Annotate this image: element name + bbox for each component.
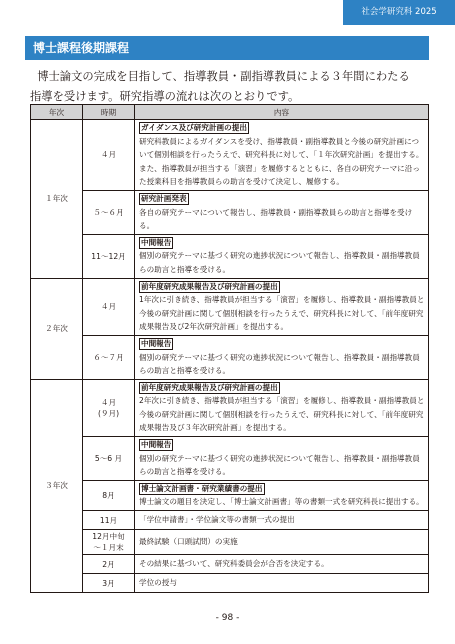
content-title: 前年度研究成果報告及び研究計画の提出 [141,382,278,392]
table-row [31,234,429,278]
content-cell [135,379,429,436]
table-row [31,335,429,379]
content-title: 中間報告 [141,338,172,348]
content-title: 前年度研究成果報告及び研究計画の提出 [141,281,278,291]
table-row [31,190,429,234]
content-cell [135,335,429,379]
content-cell: 「学位申請書」・学位論文等の書類一式の提出 [135,511,429,530]
intro-text [30,67,430,107]
content-body: 1年次に引き続き、指導教員が担当する「演習」を履修し、指導教員・副指導教員と今後の研究計画に関して個別相談を行ったうえで、研究科長に対して、「前年度研究成果報告及び2年次研究計画」を提出する。 [139,295,425,332]
year-cell-2: ２年次 [31,278,83,379]
content-cell: 学位の授与 [135,574,429,593]
col-header-content: 内容 [135,105,429,120]
section-title: 博士課程後期課程 [25,36,429,60]
year-cell-3: ３年次 [31,379,83,592]
content-body: 研究科教員によるガイダンスを受け、指導教員・副指導教員と今後の研究計画について個別相談を行ったうえで、研究科長に対して、「１年次研究計画」を提出する。また、指導教員が担当する「演習」を履修するとともに、各自の研究テーマに沿った授業科目を指導教員らの助言を受けて決定し、履修する。 [139,136,424,187]
table-row [31,555,429,574]
period-cell [83,379,135,436]
year-cell-1: １年次 [31,120,83,279]
period-cell: 3月 [83,574,135,593]
period-line-1: ４月 [100,397,117,407]
content-body: 個別の研究テーマに基づく研究の進捗状況について報告し、指導教員・副指導教員らの助言と指導を受ける。 [139,453,420,477]
table-row [31,480,429,510]
table-row [31,530,429,555]
period-cell: 11～12月 [83,234,135,278]
content-cell: その結果に基づいて、研究科委員会が合否を決定する。 [135,555,429,574]
col-header-year: 年次 [31,105,83,120]
content-title: 博士論文計画書・研究業績書の提出 [141,483,263,493]
table-row [31,574,429,593]
period-cell: 11月 [83,511,135,530]
period-cell: ４月 [83,120,135,191]
period-cell [83,530,135,555]
content-title: ガイダンス及び研究計画の提出 [141,123,247,132]
table-row [31,278,429,335]
intro-line-1: 博士論文の完成を目指して、指導教員・副指導教員による３年間にわたる [37,70,410,83]
table-header-row [31,105,429,120]
content-cell: 最終試験（口頭試問）の実施 [135,530,429,555]
period-cell: 2月 [83,555,135,574]
content-cell [135,234,429,278]
content-body: 博士論文の題目を決定し、「博士論文計画書」等の書類一式を研究科長に提出する。 [139,497,424,507]
period-cell: 5～6 月 [83,437,135,481]
table-row [31,379,429,436]
content-body: 個別の研究テーマに基づく研究の進捗状況について報告し、指導教員・副指導教員らの助言と指導を受ける。 [139,352,420,376]
content-title: 中間報告 [141,440,172,450]
content-title: 研究計画発表 [141,193,187,203]
period-cell: ５～６月 [83,190,135,234]
content-cell [135,480,429,510]
page-number: - 98 - [215,613,240,623]
content-title: 中間報告 [141,237,172,247]
period-cell: 8月 [83,480,135,510]
table-row [31,511,429,530]
period-cell: ４月 [83,278,135,335]
content-cell [135,437,429,481]
period-line-2: ～１月末 [93,543,124,553]
content-body: 個別の研究テーマに基づく研究の進捗状況について報告し、指導教員・副指導教員らの助言と指導を受ける。 [139,251,420,274]
content-cell [135,120,429,191]
content-body: 各自の研究テーマについて報告し、指導教員・副指導教員らの助言と指導を受ける。 [139,207,413,231]
table-row [31,120,429,191]
schedule-table [30,104,429,593]
period-cell: ６～７月 [83,335,135,379]
period-line-2: (９月) [97,408,120,418]
col-header-period: 時期 [83,105,135,120]
content-body: 2年次に引き続き、指導教員が担当する「演習」を履修し、指導教員・副指導教員と今後の研究計画に関して個別相談を行ったうえで、研究科長に対して、「前年度研究成果報告及び３年次研究計画」を提出する。 [139,396,425,433]
header-tag: 社会学研究科 2025 [343,0,455,25]
content-cell [135,278,429,335]
table-row [31,437,429,481]
content-cell [135,190,429,234]
period-line-1: 12月中旬 [92,532,125,542]
intro-line-2: 指導を受けます。研究指導の流れは次のとおりです。 [30,90,300,103]
